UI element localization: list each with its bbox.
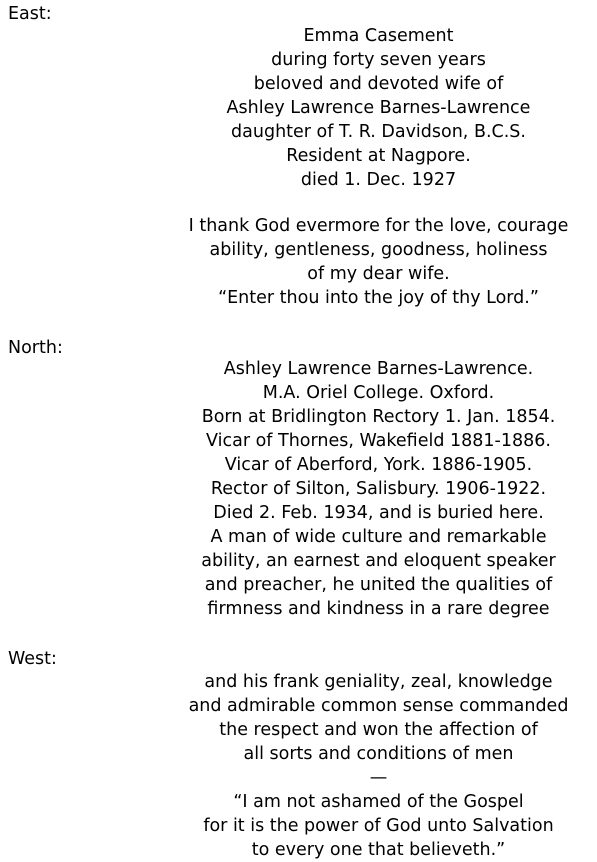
inscription-line: Emma Casement [303,26,454,46]
north-inscription [160,357,597,621]
inscription-line: ability, an earnest and eloquent speaker [201,551,556,571]
inscription-line: and his frank geniality, zeal, knowledge [204,672,553,692]
inscription-line: the respect and won the affection of [219,720,538,740]
inscription-line: “Enter thou into the joy of thy Lord.” [218,288,539,308]
inscription-line: beloved and devoted wife of [253,74,504,94]
inscription-line: Died 2. Feb. 1934, and is buried here. [213,503,544,523]
inscription-line: died 1. Dec. 1927 [300,170,457,190]
inscription-line: “I am not ashamed of the Gospel [233,792,524,812]
east-face-label: East: [8,4,52,24]
inscription-line: Born at Bridlington Rectory 1. Jan. 1854. [201,407,556,427]
inscription-line: A man of wide culture and remarkable [210,527,547,547]
inscription-line: Ashley Lawrence Barnes-Lawrence [226,98,531,118]
inscription-line: firmness and kindness in a rare degree [207,599,550,619]
inscription-line: Ashley Lawrence Barnes-Lawrence. [223,359,534,379]
inscription-line: of my dear wife. [307,264,450,284]
inscription-line: Vicar of Thornes, Wakefield 1881-1886. [206,431,551,451]
west-face-label: West: [8,649,57,669]
inscription-line: all sorts and conditions of men [243,744,514,764]
inscription-line: during forty seven years [271,50,486,70]
inscription-line: daughter of T. R. Davidson, B.C.S. [231,122,526,142]
inscription-line: to every one that believeth.” [251,840,506,860]
east-inscription [150,24,597,310]
inscription-line: Resident at Nagpore. [286,146,471,166]
inscription-line: ability, gentleness, goodness, holiness [209,240,548,260]
inscription-line: I thank God evermore for the love, courage [188,216,569,236]
inscription-line: Vicar of Aberford, York. 1886-1905. [224,455,533,475]
inscription-line: and preacher, he united the qualities of [204,575,553,595]
inscription-line: M.A. Oriel College. Oxford. [262,383,495,403]
west-inscription [160,670,597,862]
stanza-gap [150,192,597,214]
inscription-line: and admirable common sense commanded [188,696,569,716]
inscription-line: Rector of Silton, Salisbury. 1906-1922. [210,479,547,499]
inscription-line: for it is the power of God unto Salvation [203,816,554,836]
north-face-label: North: [8,338,63,358]
dash-divider: — [369,768,388,788]
